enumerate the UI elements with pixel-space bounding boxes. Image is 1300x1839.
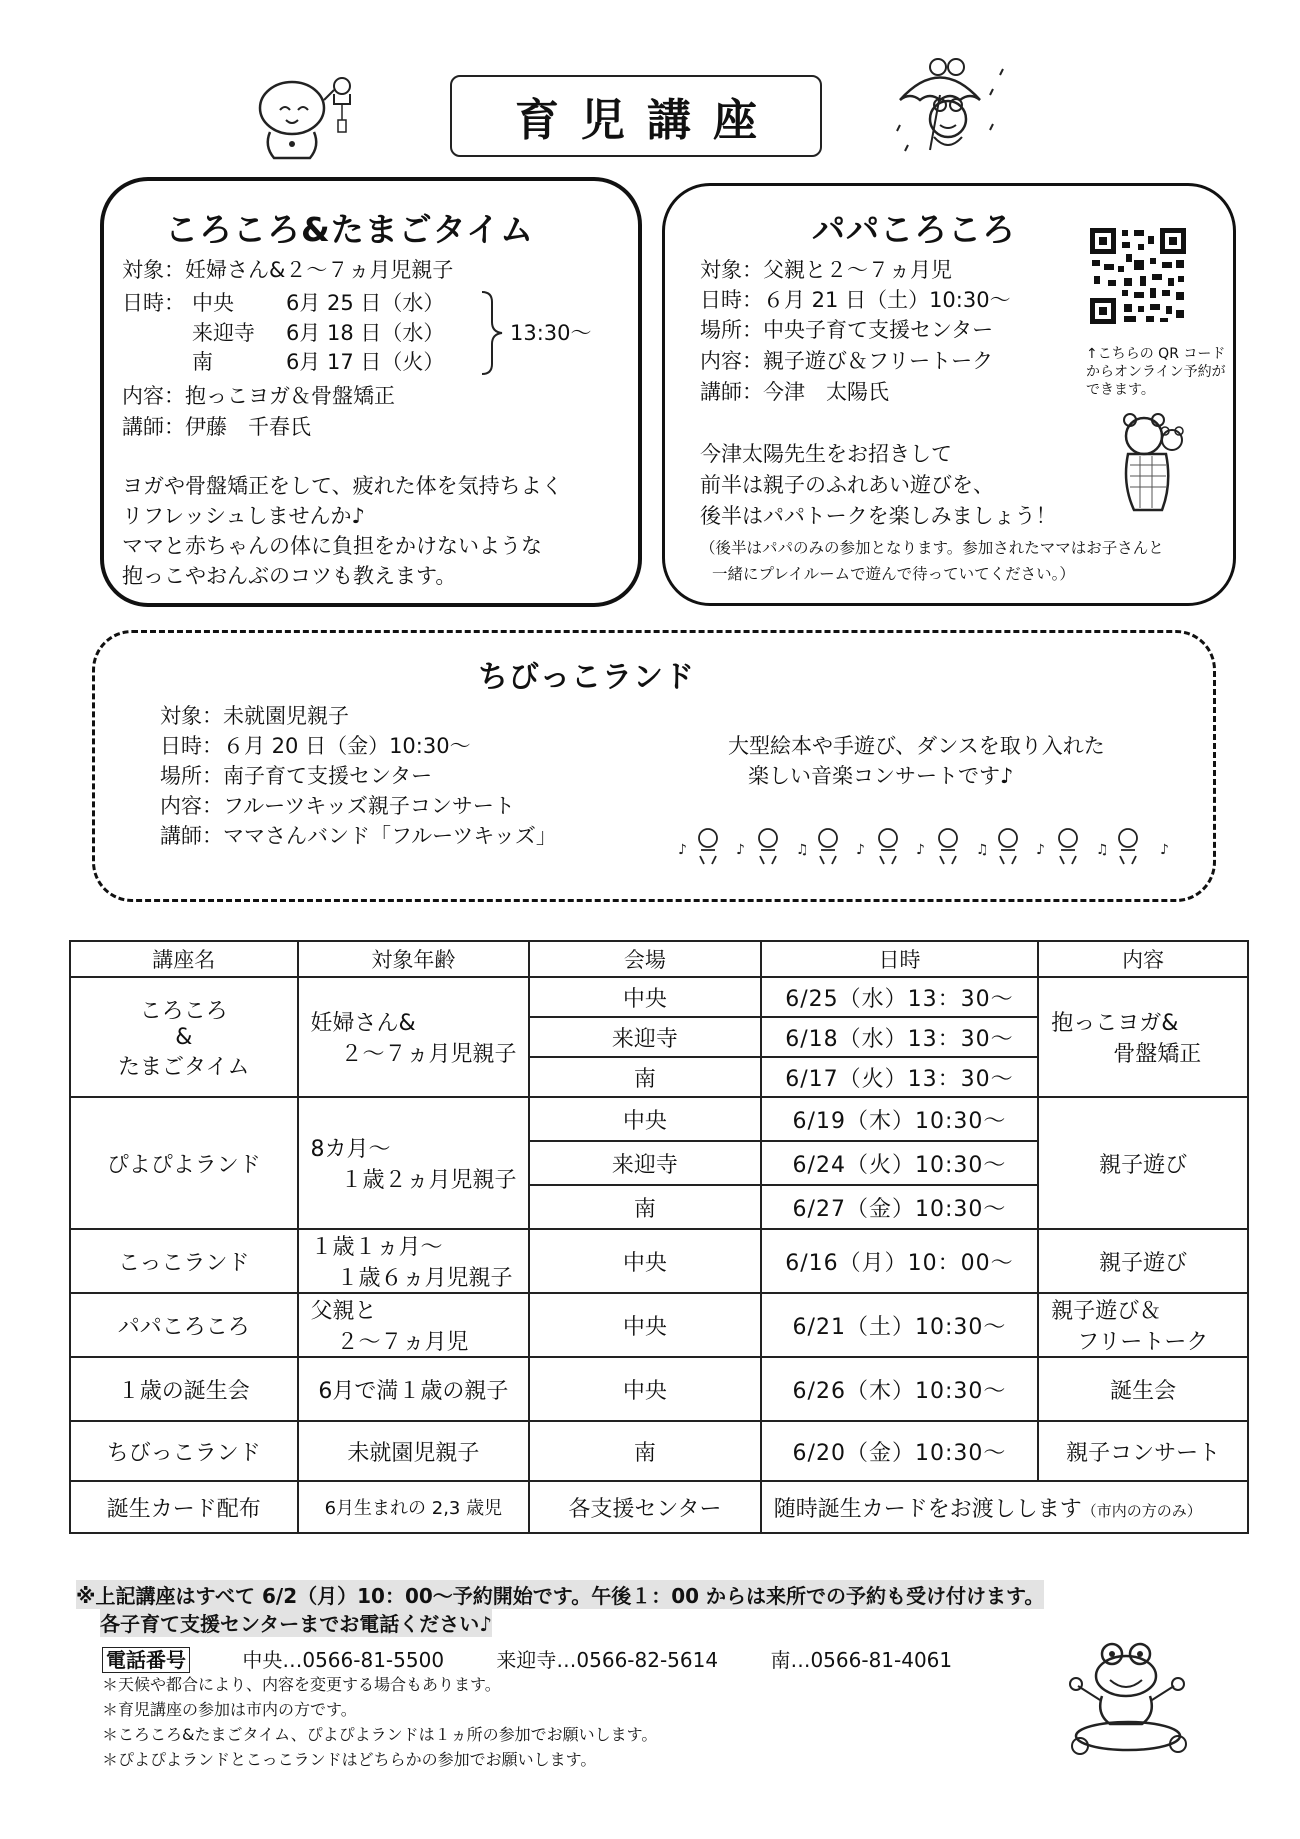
header-datetime: 日時 [761, 941, 1039, 977]
chibikko-place: 場所：南子育て支援センター [160, 764, 433, 788]
korokoro-venue-2: 来迎寺 [192, 321, 255, 345]
date-cell: 6/24（火）10:30～ [761, 1141, 1039, 1185]
content-cell: 親子コンサート [1038, 1421, 1248, 1481]
call-notice: 各子育て支援センターまでお電話ください♪ [100, 1608, 492, 1637]
table-row [70, 1229, 1248, 1293]
age-cell: 6月生まれの 2,3 歳児 [298, 1481, 530, 1533]
brace-icon [480, 290, 504, 376]
venue-cell: 中央 [529, 1293, 761, 1357]
svg-text:♪: ♪ [856, 842, 865, 858]
venue-cell: 中央 [529, 1357, 761, 1421]
phone-minami[interactable]: 南…0566-81-4061 [770, 1648, 953, 1672]
korokoro-content-cell: 抱っこヨガ& 骨盤矯正 [1038, 977, 1248, 1097]
date-cell: 6/26（木）10:30～ [761, 1357, 1039, 1421]
venue-cell: 南 [529, 1421, 761, 1481]
papa-note-2: 一緒にプレイルームで遊んで待っていてください。） [712, 565, 1075, 583]
piyopiyo-name-cell: ぴよぴよランド [70, 1097, 298, 1229]
chibikko-content: 内容：フルーツキッズ親子コンサート [160, 794, 515, 818]
papa-desc-3: 後半はパパトークを楽しみましょう！ [700, 504, 1057, 528]
page-title: 育児講座 [450, 75, 822, 157]
course-name-cell: １歳の誕生会 [70, 1357, 298, 1421]
korokoro-desc-1: ヨガや骨盤矯正をして、疲れた体を気持ちよく [122, 474, 563, 498]
svg-text:♫: ♫ [796, 842, 809, 858]
svg-text:♪: ♪ [678, 842, 687, 858]
venue-cell: 各支援センター [529, 1481, 761, 1533]
svg-text:♪: ♪ [916, 842, 925, 858]
header-venue: 会場 [529, 941, 761, 977]
age-cell: 父親と ２～７ヵ月児 [298, 1293, 530, 1357]
piyopiyo-content-cell: 親子遊び [1038, 1097, 1248, 1229]
table-row [70, 1357, 1248, 1421]
chibikko-heading: ちびっこランド [478, 660, 695, 695]
svg-text:♪: ♪ [736, 842, 745, 858]
papa-desc-1: 今津太陽先生をお招きして [700, 442, 952, 466]
svg-text:♫: ♫ [1096, 842, 1109, 858]
papa-target: 対象：父親と２～７ヵ月児 [700, 258, 952, 282]
content-cell: 親子遊び [1038, 1229, 1248, 1293]
chibikko-desc-2: 楽しい音楽コンサートです♪ [748, 764, 1014, 788]
course-name-cell: こっこランド [70, 1229, 298, 1293]
korokoro-name-cell: ころころ & たまごタイム [70, 977, 298, 1097]
venue-cell: 来迎寺 [529, 1017, 761, 1057]
age-cell: 6月で満１歳の親子 [298, 1357, 530, 1421]
date-cell: 6/27（金）10:30～ [761, 1185, 1039, 1229]
chibikko-datetime: 日時：６月 20 日（金）10:30～ [160, 734, 471, 758]
papa-content: 内容：親子遊び＆フリートーク [700, 349, 994, 373]
papa-desc-2: 前半は親子のふれあい遊びを、 [700, 473, 994, 497]
piyopiyo-age-cell: 8カ月～ １歳２ヵ月児親子 [298, 1097, 530, 1229]
date-cell: 6/20（金）10:30～ [761, 1421, 1039, 1481]
table-row [70, 1421, 1248, 1481]
course-name-cell: ちびっこランド [70, 1421, 298, 1481]
svg-text:♪: ♪ [1036, 842, 1045, 858]
table-header-row [70, 941, 1248, 977]
venue-cell: 来迎寺 [529, 1141, 761, 1185]
korokoro-desc-3: ママと赤ちゃんの体に負担をかけないような [122, 534, 542, 558]
age-cell: 未就園児親子 [298, 1421, 530, 1481]
course-name-cell: パパころころ [70, 1293, 298, 1357]
footer-note-4: ＊ぴよぴよランドとこっこランドはどちらかの参加でお願いします。 [102, 1750, 597, 1769]
age-cell: １歳１ヵ月～ １歳６ヵ月児親子 [298, 1229, 530, 1293]
table-row [70, 1481, 1248, 1533]
chibikko-desc-1: 大型絵本や手遊び、ダンスを取り入れた [728, 734, 1105, 758]
korokoro-venue-1: 中央 [192, 291, 234, 315]
table-row [70, 977, 1248, 1017]
korokoro-date-2: 6月 18 日（水） [286, 321, 445, 345]
date-cell: 6/16（月）10：00～ [761, 1229, 1039, 1293]
korokoro-desc-4: 抱っこやおんぶのコツも教えます。 [122, 564, 457, 588]
table-row [70, 1097, 1248, 1141]
phone-chuo[interactable]: 中央…0566-81-5500 [242, 1648, 445, 1672]
korokoro-target: 対象：妊婦さん&２～７ヵ月児親子 [122, 258, 454, 282]
content-cell: 誕生会 [1038, 1357, 1248, 1421]
date-cell: 6/17（火）13：30～ [761, 1057, 1039, 1097]
korokoro-desc-2: リフレッシュしませんか♪ [122, 504, 365, 528]
course-name-cell: 誕生カード配布 [70, 1481, 298, 1533]
header-age: 対象年齢 [298, 941, 530, 977]
date-cell: 6/25（水）13：30～ [761, 977, 1039, 1017]
table-row [70, 1293, 1248, 1357]
dancing-kids-icon [676, 826, 1186, 870]
birthday-card-text-cell: 随時誕生カードをお渡しします（市内の方のみ） [761, 1481, 1248, 1533]
reservation-notice: ※上記講座はすべて 6/2（月）10：00～予約開始です。午後１：00 からは来所での予約も受け付けます。 [76, 1580, 1044, 1609]
schedule-table [69, 940, 1249, 1534]
content-cell: 親子遊び＆ フリートーク [1038, 1293, 1248, 1357]
date-cell: 6/18（水）13：30～ [761, 1017, 1039, 1057]
venue-cell: 中央 [529, 977, 761, 1017]
korokoro-lecturer: 講師：伊藤 千春氏 [122, 415, 311, 439]
korokoro-heading: ころころ&たまごタイム [165, 210, 535, 249]
korokoro-age-cell: 妊婦さん& ２～７ヵ月児親子 [298, 977, 530, 1097]
korokoro-time: 13:30～ [510, 321, 592, 345]
frog-lilypad-icon [1066, 1640, 1194, 1758]
qr-note-1: ↑こちらの QR コード [1086, 346, 1226, 362]
phone-numbers [102, 1644, 952, 1673]
venue-cell: 中央 [529, 1097, 761, 1141]
papa-lecturer: 講師：今津 太陽氏 [700, 380, 889, 404]
korokoro-content: 内容：抱っこヨガ＆骨盤矯正 [122, 384, 395, 408]
qr-note-3: できます。 [1086, 382, 1155, 398]
svg-text:♫: ♫ [976, 842, 989, 858]
korokoro-date-3: 6月 17 日（火） [286, 350, 445, 374]
chibikko-lecturer: 講師：ママさんバンド「フルーツキッズ」 [160, 824, 557, 848]
bear-dad-icon [1110, 410, 1200, 520]
korokoro-date-1: 6月 25 日（水） [286, 291, 445, 315]
qr-code-icon[interactable] [1088, 226, 1188, 326]
qr-note-2: からオンライン予約が [1086, 364, 1226, 380]
date-cell: 6/19（木）10:30～ [761, 1097, 1039, 1141]
frogs-umbrella-icon [890, 55, 1010, 165]
svg-text:♪: ♪ [1160, 842, 1169, 858]
venue-cell: 南 [529, 1185, 761, 1229]
footer-note-2: ＊育児講座の参加は市内の方です。 [102, 1700, 357, 1719]
phone-label: 電話番号 [102, 1647, 190, 1673]
papa-place: 場所：中央子育て支援センター [700, 318, 994, 342]
baby-illustration-icon [250, 70, 370, 170]
korokoro-date-label: 日時： [122, 291, 185, 315]
venue-cell: 南 [529, 1057, 761, 1097]
korokoro-venue-3: 南 [192, 350, 213, 374]
footer-note-3: ＊ころころ&たまごタイム、ぴよぴよランドは１ヵ所の参加でお願いします。 [102, 1725, 658, 1744]
footer-note-1: ＊天候や都合により、内容を変更する場合もあります。 [102, 1675, 501, 1694]
venue-cell: 中央 [529, 1229, 761, 1293]
header-course: 講座名 [70, 941, 298, 977]
chibikko-target: 対象：未就園児親子 [160, 704, 349, 728]
header-content: 内容 [1038, 941, 1248, 977]
papa-datetime: 日時：６月 21 日（土）10:30～ [700, 288, 1011, 312]
date-cell: 6/21（土）10:30～ [761, 1293, 1039, 1357]
papa-note-1: （後半はパパのみの参加となります。参加されたママはお子さんと [700, 539, 1164, 557]
papa-heading: パパころころ [812, 210, 1016, 249]
phone-raigouji[interactable]: 来迎寺…0566-82-5614 [496, 1648, 719, 1672]
